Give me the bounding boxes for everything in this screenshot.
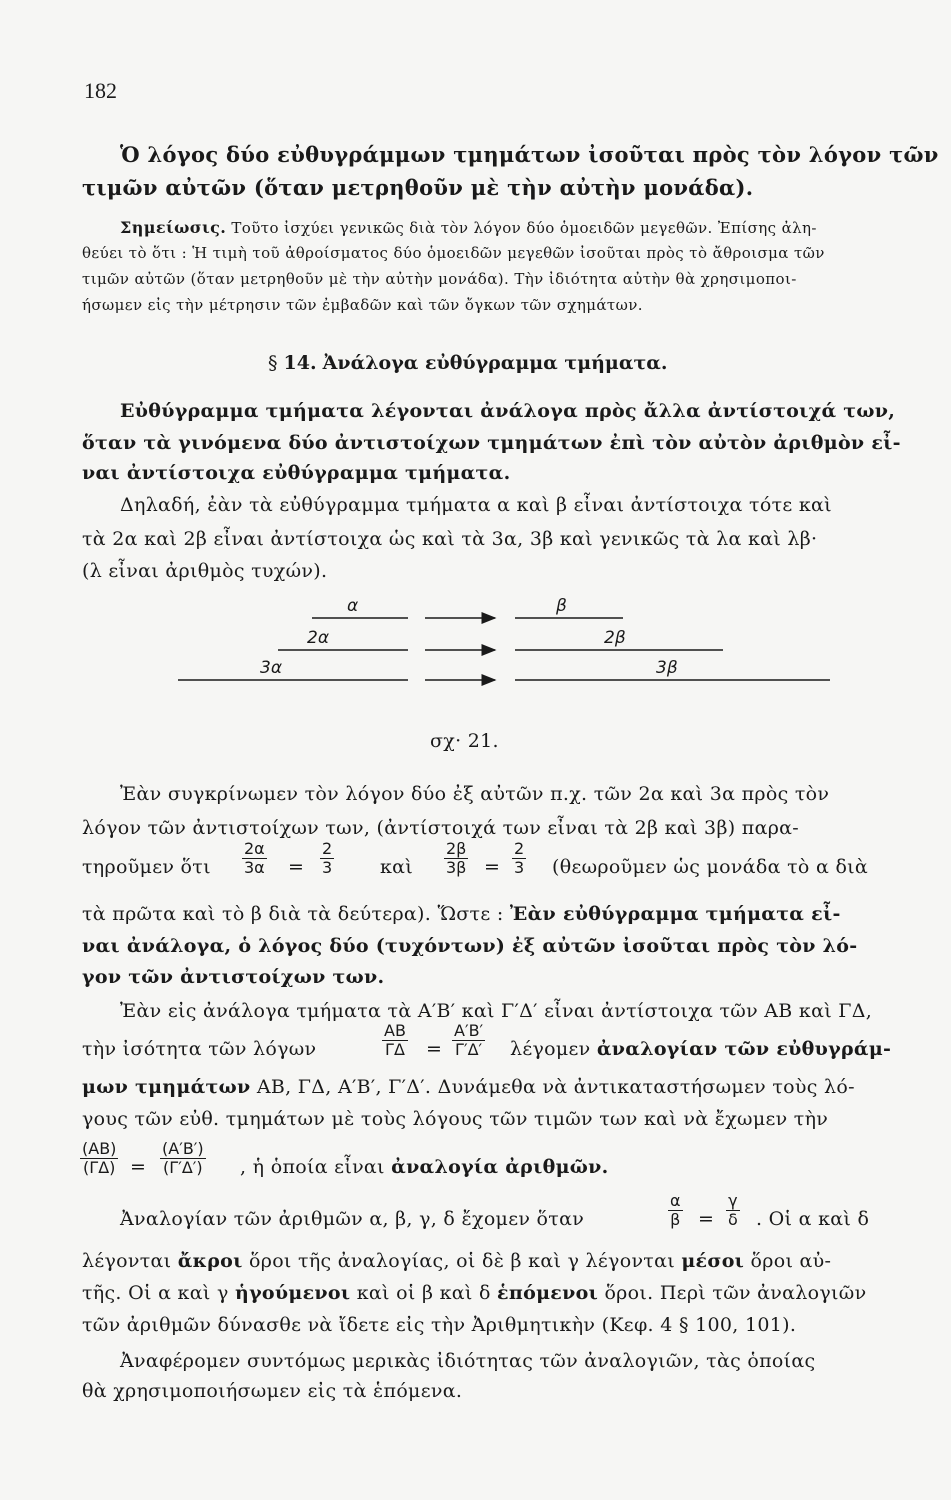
para3-line-3 [82, 1076, 855, 1098]
note-line-2: θεύει τὸ ὅτι : Ἡ τιμὴ τοῦ ἀθροίσματος δύο ὁμοειδῶν μεγεθῶν ἰσοῦται πρὸς τὸ ἄθροισμα τῶν [82, 244, 825, 262]
fraction-values-ab-gd: $\frac{(AB)}{(\Gamma\Delta)}$ [82, 1139, 117, 1177]
para1-line-2: τὰ 2α καὶ 2β εἶναι ἀντίστοιχα ὡς καὶ τὰ 3α, 3β καὶ γενικῶς τὰ λα καὶ λβ· [82, 528, 818, 550]
fraction-2b-3b: $\frac{2\beta}{3\beta}$ [446, 839, 467, 877]
definition-line-2: ὅταν τὰ γινόμενα δύο ἀντιστοίχων τμημάτων ἐπὶ τὸν αὐτὸν ἀριθμὸν εἶ- [82, 432, 901, 454]
equals-2: = [484, 856, 501, 878]
equals-1: = [288, 856, 305, 878]
para2-line-4 [82, 903, 841, 925]
page-number: 182 [84, 78, 117, 103]
para3-line-3a: μων τμημάτων [82, 1076, 251, 1098]
fraction-values-a1b1-g1d1: $\frac{(A'B')}{(\Gamma'\Delta')}$ [162, 1139, 204, 1177]
fraction-ab-gd: $\frac{AB}{\Gamma\Delta}$ [384, 1021, 406, 1059]
label-a: α [347, 596, 359, 616]
fraction-a1b1-g1d1: $\frac{A'B'}{\Gamma'\Delta'}$ [454, 1021, 484, 1059]
equals-5: = [698, 1208, 715, 1230]
definition-line-3: ναι ἀντίστοιχα εὐθύγραμμα τμήματα. [82, 462, 511, 484]
fraction-2a-3a: $\frac{2\alpha}{3\alpha}$ [244, 839, 265, 877]
para4-line-1a: Ἀναλογίαν τῶν ἀριθμῶν α, β, γ, δ ἔχομεν ὅταν [120, 1208, 585, 1230]
para4-line-3c: ὅροι. Περὶ τῶν ἀναλογιῶν [604, 1282, 867, 1304]
and-word: καὶ [380, 856, 414, 878]
term-mesoi: μέσοι [681, 1250, 745, 1272]
para2-line-3a: τηροῦμεν ὅτι [82, 856, 211, 878]
para1-line-1: Δηλαδή, ἐὰν τὰ εὐθύγραμμα τμήματα α καὶ β εἶναι ἀντίστοιχα τότε καὶ [120, 494, 832, 516]
equals-4: = [130, 1156, 147, 1178]
definition-line-1: Εὐθύγραμμα τμήματα λέγονται ἀνάλογα πρὸς ἄλλα ἀντίστοιχά των, [120, 400, 896, 422]
para4-line-3b: καὶ οἱ β καὶ δ [356, 1282, 491, 1304]
section-symbol: § [268, 352, 278, 374]
note-text-1: Τοῦτο ἰσχύει γενικῶς διὰ τὸν λόγον δύο ὁμοειδῶν μεγεθῶν. Ἐπίσης ἀλη- [231, 219, 817, 237]
para4-line-2 [82, 1250, 831, 1272]
para2-line-3b: (θεωροῦμεν ὡς μονάδα τὸ α διὰ [552, 856, 869, 878]
para1-line-3: (λ εἶναι ἀριθμὸς τυχών). [82, 560, 328, 582]
fraction-g-d: $\frac{\gamma}{\delta}$ [728, 1191, 738, 1229]
equals-3: = [426, 1038, 443, 1060]
para4-line-3 [82, 1282, 866, 1304]
para3-line-4: γους τῶν εὐθ. τμημάτων μὲ τοὺς λόγους τῶν τιμῶν των καὶ νὰ ἔχωμεν τὴν [82, 1108, 829, 1130]
para3-line-2a: τὴν ἰσότητα τῶν λόγων [82, 1038, 317, 1060]
para3-line-2b: λέγομεν [510, 1038, 591, 1060]
fraction-2-3-a: $\frac{2}{3}$ [322, 839, 333, 877]
theorem-line-1: Ὁ λόγος δύο εὐθυγράμμων τμημάτων ἰσοῦται πρὸς τὸν λόγον τῶν [120, 142, 939, 167]
para3-line-5b: ἀναλογία ἀριθμῶν. [391, 1156, 609, 1178]
figure-caption: σχ· 21. [430, 730, 499, 752]
para2-line-6: γον τῶν ἀντιστοίχων των. [82, 966, 385, 988]
theorem-line-2: τιμῶν αὐτῶν (ὅταν μετρηθοῦν μὲ τὴν αὐτὴν μονάδα). [82, 175, 754, 200]
para4-line-2a: λέγονται [82, 1250, 172, 1272]
para2-line-2: λόγον τῶν ἀντιστοίχων των, (ἀντίστοιχά των εἶναι τὰ 2β καὶ 3β) παρα- [82, 817, 800, 839]
para5-line-1: Ἀναφέρομεν συντόμως μερικὰς ἰδιότητας τῶν ἀναλογιῶν, τὰς ὁποίας [120, 1350, 816, 1372]
para3-line-5a: , ἡ ὁποία εἶναι [240, 1156, 385, 1178]
para4-line-2c: ὅροι αὐ- [750, 1250, 832, 1272]
term-igoumenoi: ἡγούμενοι [234, 1282, 351, 1304]
para2-line-5: ναι ἀνάλογα, ὁ λόγος δύο (τυχόντων) ἐξ αὐτῶν ἰσοῦται πρὸς τὸν λό- [82, 935, 858, 957]
label-2b: 2β [604, 628, 626, 648]
label-3b: 3β [656, 658, 678, 678]
fraction-2-3-b: $\frac{2}{3}$ [514, 839, 525, 877]
para3-line-2 [510, 1038, 891, 1060]
para3-line-2c: ἀναλογίαν τῶν εὐθυγράμ- [596, 1038, 892, 1060]
para3-line-3b: ΑΒ, ΓΔ, Α′Β′, Γ′Δ′. Δυνάμεθα νὰ ἀντικαταστήσωμεν τοὺς λό- [256, 1076, 855, 1098]
para4-line-2b: ὅροι τῆς ἀναλογίας, οἱ δὲ β καὶ γ λέγονται [248, 1250, 675, 1272]
label-3a: 3α [260, 658, 283, 678]
para3-line-1: Ἐὰν εἰς ἀνάλογα τμήματα τὰ Α′Β′ καὶ Γ′Δ′ εἶναι ἀντίστοιχα τῶν ΑΒ καὶ ΓΔ, [120, 1000, 873, 1022]
note-line-4: ήσωμεν εἰς τὴν μέτρησιν τῶν ἐμβαδῶν καὶ τῶν ὄγκων τῶν σχημάτων. [82, 296, 643, 314]
term-akroi: ἄκροι [177, 1250, 243, 1272]
para3-line-5 [240, 1156, 609, 1178]
para4-line-4: τῶν ἀριθμῶν δύνασθε νὰ ἴδετε εἰς τὴν Ἀριθμητικὴν (Κεφ. 4 § 100, 101). [82, 1314, 797, 1336]
term-epomenoi: ἑπόμενοι [497, 1282, 599, 1304]
para2-line-4b: Ἐὰν εὐθύγραμμα τμήματα εἶ- [509, 903, 841, 925]
section-number: 14. [283, 352, 317, 374]
label-2a: 2α [307, 628, 330, 648]
note-label: Σημείωσις. [120, 218, 227, 237]
fraction-a-b: $\frac{\alpha}{\beta}$ [670, 1191, 681, 1229]
para4-line-1b: . Οἱ α καὶ δ [756, 1208, 870, 1230]
section-title: Ἀνάλογα εὐθύγραμμα τμήματα. [322, 352, 668, 374]
para2-line-1: Ἐὰν συγκρίνωμεν τὸν λόγον δύο ἐξ αὐτῶν π.χ. τῶν 2α καὶ 3α πρὸς τὸν [120, 783, 830, 805]
para2-line-4a: τὰ πρῶτα καὶ τὸ β διὰ τὰ δεύτερα). Ὥστε : [82, 903, 504, 925]
para4-line-3a: τῆς. Οἱ α καὶ γ [82, 1282, 229, 1304]
para5-line-2: θὰ χρησιμοποιήσωμεν εἰς τὰ ἑπόμενα. [82, 1380, 463, 1402]
note-line-3: τιμῶν αὐτῶν (ὅταν μετρηθοῦν μὲ τὴν αὐτὴν μονάδα). Τὴν ἰδιότητα αὐτὴν θὰ χρησιμοποι- [82, 270, 797, 288]
label-b: β [556, 596, 567, 616]
